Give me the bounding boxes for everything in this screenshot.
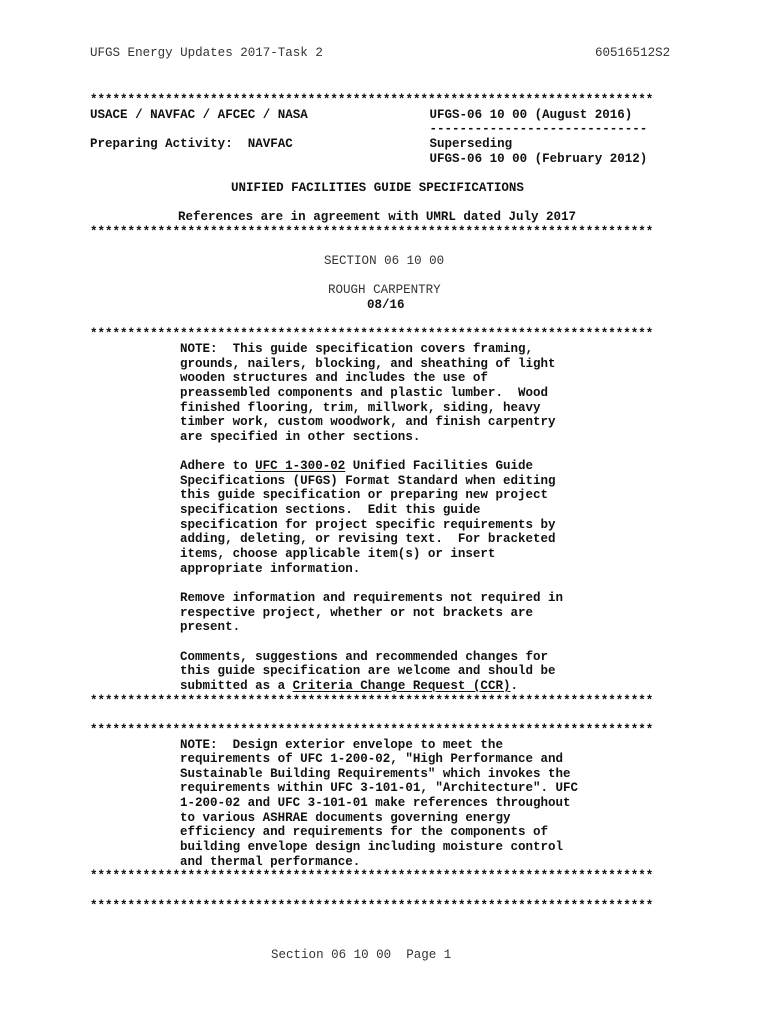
note-comments-paragraph — [0, 650, 770, 694]
asterisk-delimiter: *************************************************************************** — [90, 224, 654, 239]
page-footer: Section 06 10 00 Page 1 — [271, 948, 452, 962]
note-envelope-paragraph: NOTE: Design exterior envelope to meet the requirements of UFC 1-200-02, "High Performance and Sustainable Building Requirements" which invokes the requirements within UFC 3-101-01, "Architecture". UFC 1-200-02 and UFC 3-101-01 make references throughout to various ASHRAE documents governing energy efficiency and requirements for the components of building envelope design including moisture control and thermal performance. — [180, 737, 579, 869]
blank-line — [0, 884, 770, 899]
ccr-link[interactable]: Criteria Change Request (CCR) — [292, 678, 511, 693]
section-number: SECTION 06 10 00 — [324, 254, 445, 269]
note-comments-tail: . — [510, 678, 518, 693]
preparing-activity: Preparing Activity: NAVFAC — [90, 136, 293, 151]
section-title: ROUGH CARPENTRY — [328, 283, 441, 298]
collection-title: UNIFIED FACILITIES GUIDE SPECIFICATIONS — [231, 180, 524, 195]
note-scope-intro: NOTE: This guide specification covers framing, grounds, nailers, blocking, and sheathing of light wooden structures and includes the use of preassembled components and plastic lumber. Wood finished flooring, trim, millwork, siding, heavy timber work, custom woodwork, and finish carpentry are specified in other sections. — [180, 341, 556, 444]
asterisk-delimiter: *************************************************************************** — [90, 898, 654, 913]
document-id: 60516512S2 — [595, 46, 671, 60]
note-remove-paragraph: Remove information and requirements not required in respective project, whether or not brackets are present. — [180, 591, 564, 635]
note-comments-lead: submitted as a — [180, 678, 293, 693]
masthead-row — [0, 108, 770, 123]
superseding-label: Superseding — [429, 136, 513, 151]
note-adhere-lead: Adhere to — [180, 459, 256, 474]
asterisk-delimiter: *************************************************************************** — [90, 93, 654, 107]
superseded-spec-number: UFGS-06 10 00 (February 2012) — [429, 151, 648, 166]
asterisk-delimiter: *************************************************************************** — [90, 722, 654, 737]
section-heading-row — [0, 254, 770, 269]
masthead-row — [0, 137, 770, 152]
spec-number: UFGS-06 10 00 (August 2016) — [429, 107, 633, 122]
section-heading-row — [0, 283, 770, 298]
asterisk-delimiter: *************************************************************************** — [90, 869, 654, 884]
editors-note-scope — [0, 327, 770, 708]
blank-line — [0, 635, 770, 650]
note-adhere-paragraph — [0, 459, 770, 576]
note-adhere-first-line — [180, 459, 770, 474]
note-comments-last-line — [180, 679, 770, 694]
running-header — [0, 46, 770, 61]
asterisk-delimiter: *************************************************************************** — [90, 327, 654, 342]
masthead-row — [0, 181, 770, 196]
section-heading-row — [0, 298, 770, 313]
note-comments-lines: Comments, suggestions and recommended changes for this guide specification are welcome and should be — [180, 649, 556, 679]
note-adhere-lines: Specifications (UFGS) Format Standard when editing this guide specification or preparing new project specification sections. Edit this guide specification for project specific requirements by adding, deleting, or revising text. For bracketed items, choose applicable item(s) or insert appropriate information. — [180, 473, 556, 576]
blank-line — [0, 708, 770, 723]
masthead-row — [0, 152, 770, 167]
blank-line — [0, 239, 770, 254]
agencies-line: USACE / NAVFAC / AFCEC / NASA — [90, 107, 308, 122]
editors-note-envelope — [0, 723, 770, 884]
masthead-row — [0, 122, 770, 137]
blank-line — [0, 166, 770, 181]
masthead-row — [0, 210, 770, 225]
spec-number-rule: ----------------------------- — [429, 122, 648, 137]
blank-line — [0, 313, 770, 328]
section-date: 08/16 — [367, 297, 405, 312]
header-title: UFGS Energy Updates 2017-Task 2 — [90, 46, 323, 60]
asterisk-delimiter: *************************************************************************** — [90, 693, 654, 708]
blank-line — [0, 444, 770, 459]
blank-line — [0, 576, 770, 591]
specification-body — [0, 93, 770, 913]
blank-line — [0, 269, 770, 284]
blank-line — [0, 195, 770, 210]
ufc-1-300-02-link[interactable]: UFC 1-300-02 — [255, 459, 346, 474]
note-adhere-tail: Unified Facilities Guide — [345, 459, 534, 474]
references-statement: References are in agreement with UMRL dated July 2017 — [178, 210, 577, 225]
